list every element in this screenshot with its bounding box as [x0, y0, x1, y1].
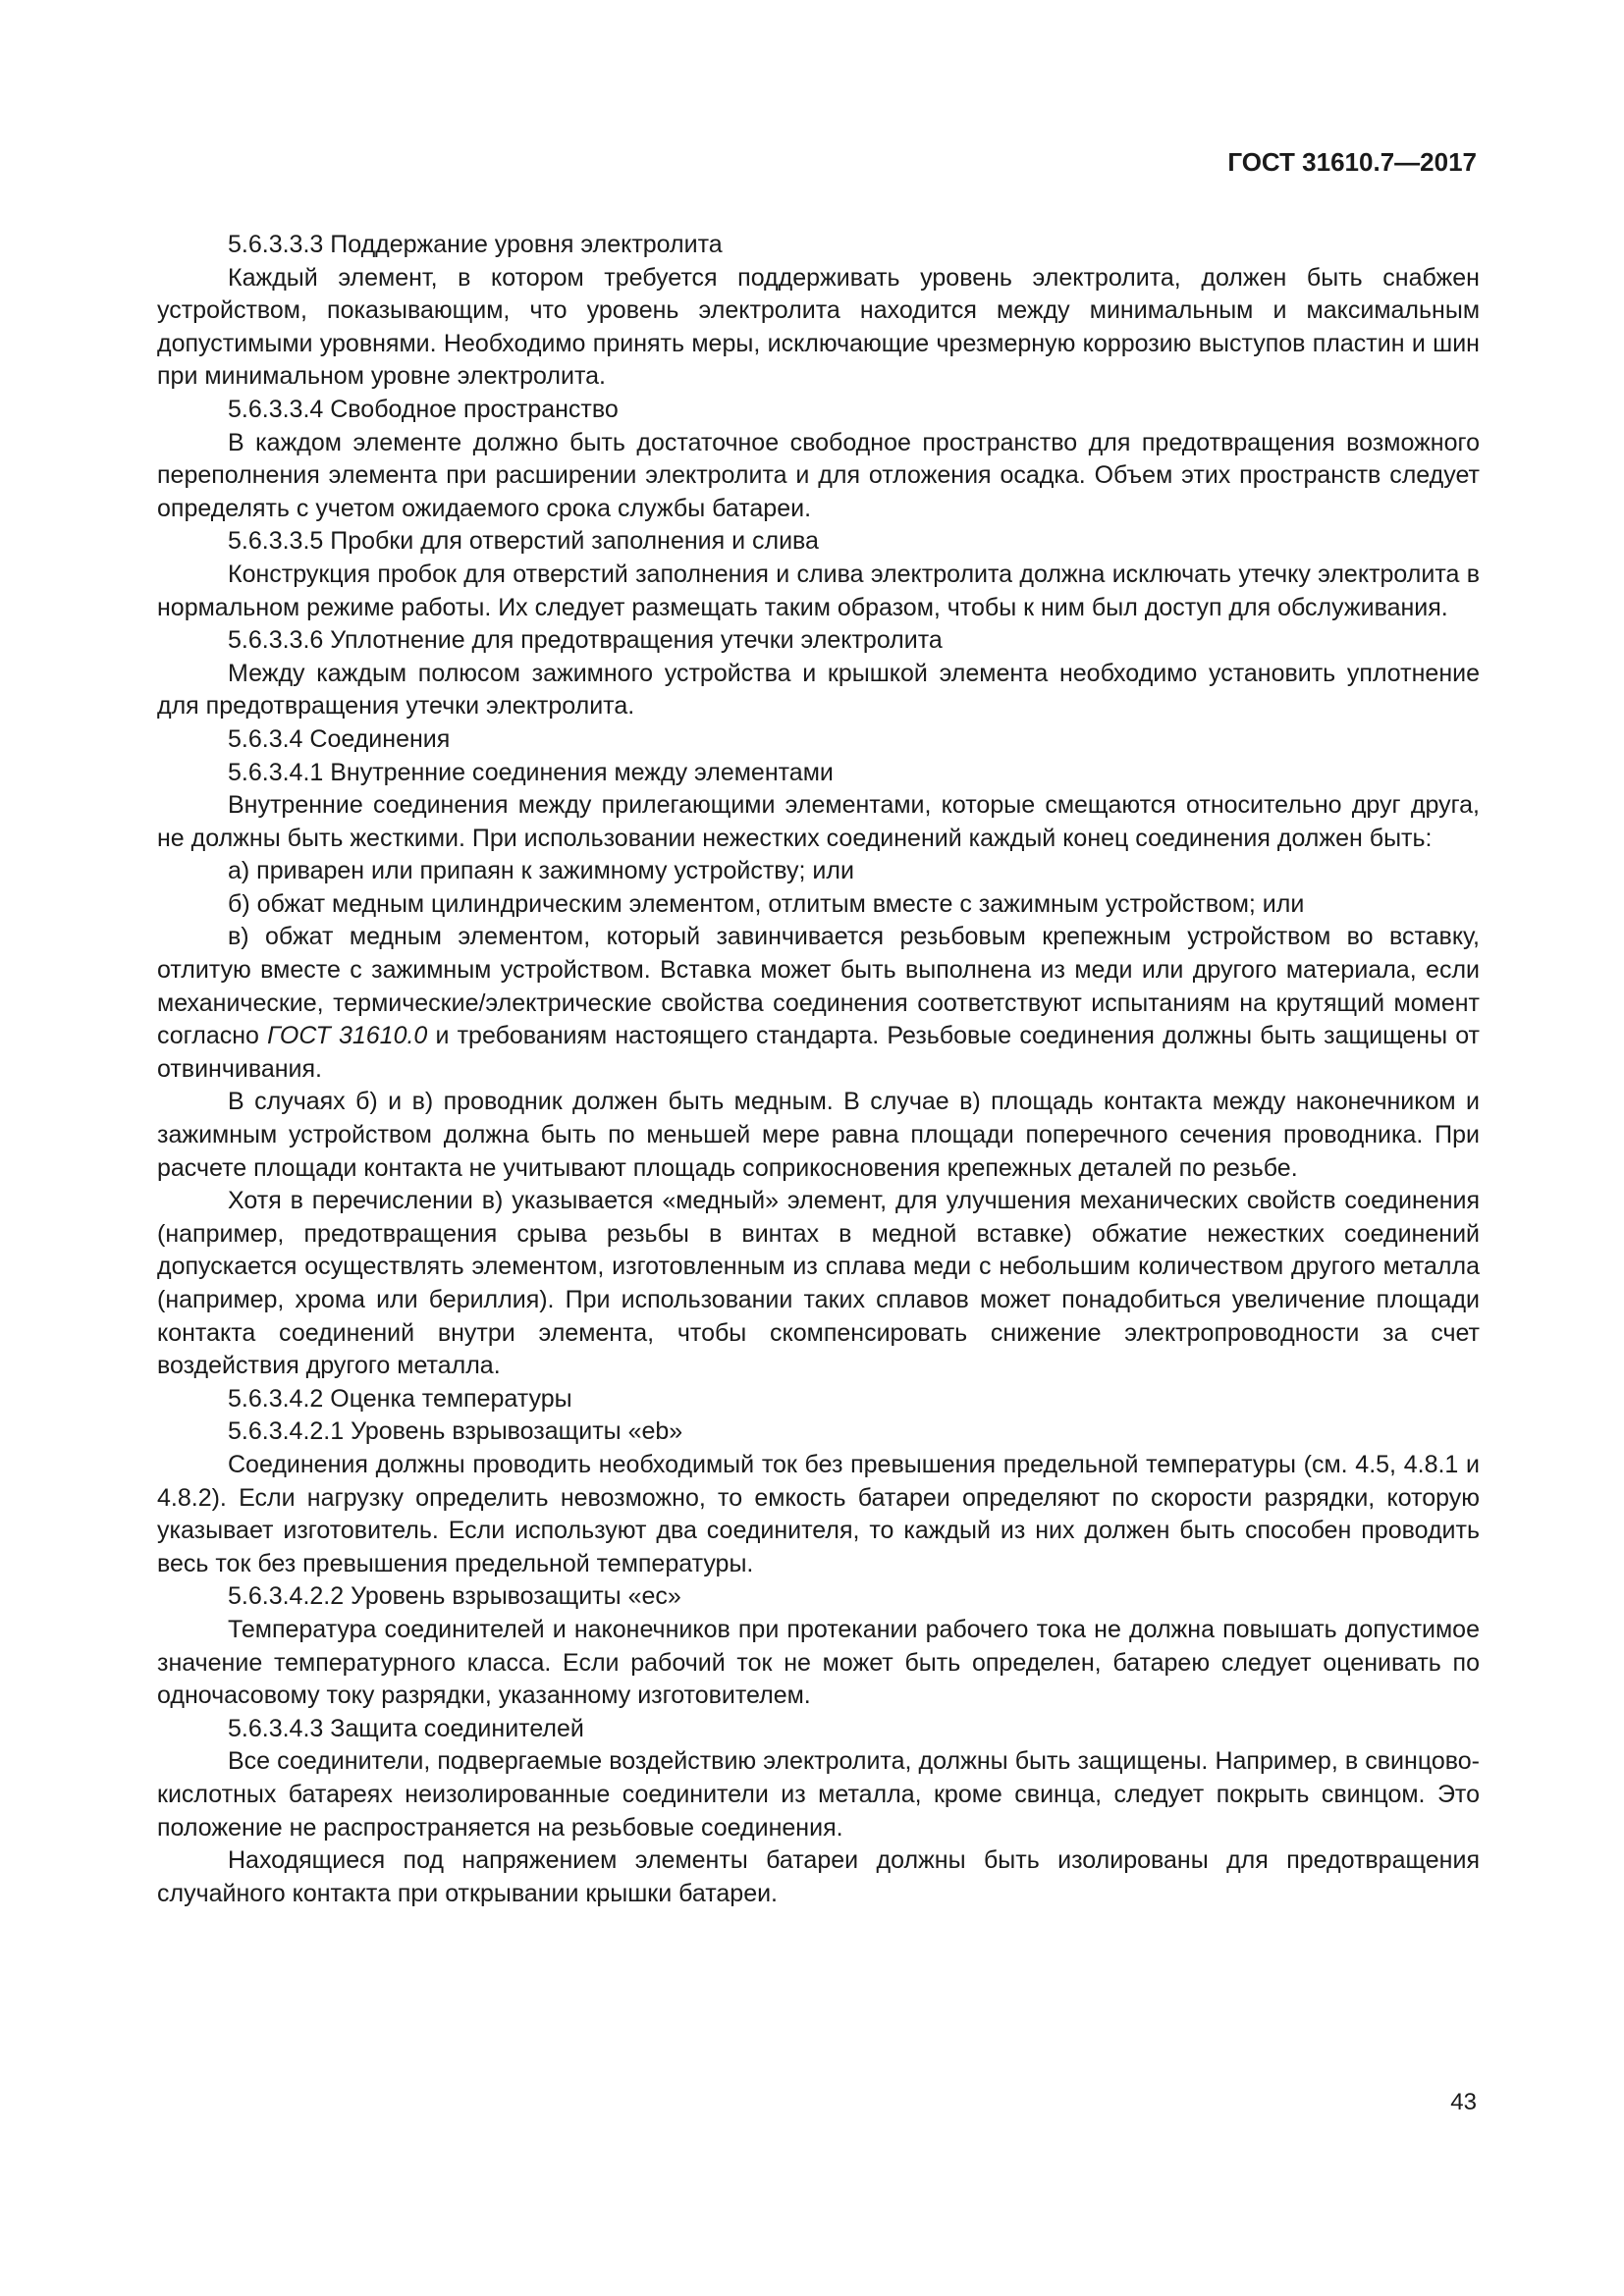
section-heading: 5.6.3.4.1 Внутренние соединения между элементами — [228, 758, 834, 786]
section-heading: 5.6.3.4.3 Защита соединителей — [228, 1714, 584, 1742]
section-heading: 5.6.3.3.6 Уплотнение для предотвращения утечки электролита — [228, 626, 943, 655]
section-heading: 5.6.3.3.4 Свободное пространство — [228, 395, 619, 423]
section-heading: 5.6.3.4.2.1 Уровень взрывозащиты «eb» — [228, 1417, 683, 1446]
paragraph: Каждый элемент, в котором требуется поддерживать уровень электролита, должен быть снабжен устройством, показывающим, что уровень электролита находится между минимальным и максимальным допустимыми уровнями. Необходимо принять меры, исключающие чрезмерную коррозию выступов пластин и шин при минимальном уровне электролита. — [157, 263, 1480, 391]
document-number: ГОСТ 31610.7—2017 — [1227, 147, 1477, 177]
paragraph: Между каждым полюсом зажимного устройства и крышкой элемента необходимо установить уплотнение для предотвращения утечки электролита. — [157, 659, 1480, 721]
paragraph: В случаях б) и в) проводник должен быть медным. В случае в) площадь контакта между наконечником и зажимным устройством должна быть по меньшей мере равна площади поперечного сечения проводника. При расчете площади контакта не учитывают площадь соприкосновения крепежных деталей по резьбе. — [157, 1088, 1480, 1182]
paragraph: В каждом элементе должно быть достаточное свободное пространство для предотвращения возможного переполнения элемента при расширении электролита и для отложения осадка. Объем этих пространств следует определять с учетом ожидаемого срока службы батареи. — [157, 428, 1480, 522]
document-body — [157, 229, 1480, 1910]
page-number: 43 — [1450, 2089, 1477, 2115]
paragraph: Хотя в перечислении в) указывается «медный» элемент, для улучшения механических свойств соединения (например, предотвращения срыва резьбы в винтах в медной вставке) обжатие нежестких соединений допускается осуществлять элементом, изготовленным из сплава меди с небольшим количеством другого металла (например, хрома или бериллия). При использовании таких сплавов может понадобиться увеличение площади контакта соединений внутри элемента, чтобы скомпенсировать снижение электропроводности за счет воздействия другого металла. — [157, 1187, 1480, 1380]
paragraph: Все соединители, подвергаемые воздействию электролита, должны быть защищены. Например, в свинцово-кислотных батареях неизолированные соединители из металла, кроме свинца, следует покрыть свинцом. Это положение не распространяется на резьбовые соединения. — [157, 1747, 1480, 1842]
list-item — [157, 921, 1480, 1086]
section-heading: 5.6.3.4.2 Оценка температуры — [228, 1384, 572, 1413]
section-heading: 5.6.3.4.2.2 Уровень взрывозащиты «ec» — [228, 1582, 681, 1611]
paragraph: Внутренние соединения между прилегающими элементами, которые смещаются относительно друг друга, не должны быть жесткими. При использовании нежестких соединений каждый конец соединения должен быть: — [157, 791, 1480, 852]
section-heading: 5.6.3.3.3 Поддержание уровня электролита — [228, 231, 723, 258]
section-heading: 5.6.3.3.5 Пробки для отверстий заполнения и слива — [228, 527, 819, 556]
list-item-text: в) обжат медным элементом, который завинчивается резьбовым крепежным устройством во вставку, отлитую вместе с зажимным устройством. Вставка может быть выполнена из меди или другого материала, если механические, термические/электрические свойства соединения соответствуют испытаниям на крутящий момент согласно — [157, 923, 1480, 1050]
list-item-text: и требованиям настоящего стандарта. Резьбовые соединения должны быть защищены от отвинчивания. — [157, 1022, 1480, 1083]
paragraph: Температура соединителей и наконечников при протекании рабочего тока не должна повышать допустимое значение температурного класса. Если рабочий ток не может быть определен, батарею следует оценивать по одночасовому току разрядки, указанному изготовителем. — [157, 1615, 1480, 1710]
paragraph: Соединения должны проводить необходимый ток без превышения предельной температуры (см. 4.5, 4.8.1 и 4.8.2). Если нагрузку определить невозможно, то емкость батареи определяют по скорости разрядки, которую указывает изготовитель. Если используют два соединителя, то каждый из них должен быть способен проводить весь ток без превышения предельной температуры. — [157, 1450, 1480, 1577]
paragraph: Находящиеся под напряжением элементы батареи должны быть изолированы для предотвращения случайного контакта при открывании крышки батареи. — [157, 1846, 1480, 1907]
standard-reference: ГОСТ 31610.0 — [267, 1022, 428, 1050]
list-item: б) обжат медным цилиндрическим элементом, отлитым вместе с зажимным устройством; или — [228, 889, 1305, 918]
section-heading: 5.6.3.4 Соединения — [228, 724, 451, 753]
list-item: а) приварен или припаян к зажимному устройству; или — [228, 857, 854, 885]
paragraph: Конструкция пробок для отверстий заполнения и слива электролита должна исключать утечку электролита в нормальном режиме работы. Их следует размещать таким образом, чтобы к ним был доступ для обслуживания. — [157, 560, 1480, 621]
